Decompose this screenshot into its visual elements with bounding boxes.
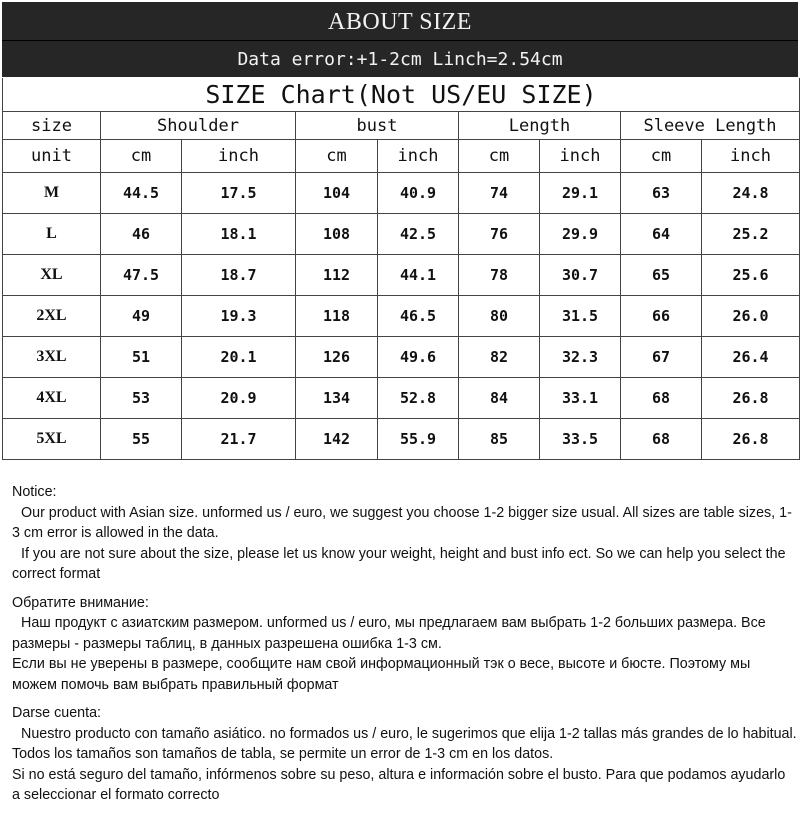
size-chart-title: SIZE Chart(Not US/EU SIZE) [3,78,800,112]
notice-paragraph: Если вы не уверены в размере, сообщите нам свой информационный тэк о весе, высоте и бюсте. Поэтому мы можем помочь вам выбрать правильный формат [12,656,751,693]
notice-section [12,482,797,814]
sleeve-cm-cell: 63 [621,173,702,214]
unit-row [3,140,800,173]
bust-inch-cell: 40.9 [378,173,459,214]
size-chart-table [2,78,800,460]
length-cm-cell: 78 [459,255,540,296]
length-cm-cell: 82 [459,337,540,378]
shoulder-inch-cell: 18.1 [182,214,296,255]
notice-russian [12,593,797,696]
about-size-title: ABOUT SIZE [2,2,798,41]
unit-cell: inch [182,140,296,173]
shoulder-inch-cell: 20.1 [182,337,296,378]
sleeve-inch-cell: 25.2 [702,214,800,255]
size-cell: XL [3,255,101,296]
length-inch-cell: 29.1 [540,173,621,214]
shoulder-inch-cell: 17.5 [182,173,296,214]
header-length: Length [459,112,621,140]
length-cm-cell: 84 [459,378,540,419]
bust-inch-cell: 46.5 [378,296,459,337]
table-row [3,214,800,255]
unit-cell: inch [540,140,621,173]
shoulder-cm-cell: 51 [101,337,182,378]
header-size: size [3,112,101,140]
notice-heading-english: Notice: [12,484,57,500]
size-cell: 4XL [3,378,101,419]
notice-paragraph: Si no está seguro del tamaño, infórmenos sobre su peso, altura e información sobre el busto. Para que podamos ayudarlo a seleccionar el formato correcto [12,766,786,803]
table-row [3,296,800,337]
shoulder-cm-cell: 47.5 [101,255,182,296]
sleeve-inch-cell: 26.8 [702,378,800,419]
table-row [3,255,800,296]
table-row [3,337,800,378]
notice-spanish [12,703,797,806]
table-row [3,419,800,460]
notice-paragraph: Nuestro producto con tamaño asiático. no formados us / euro, le sugerimos que elija 1-2 tallas más grandes de lo habitual. Todos los tamaños son tamaños de tabla, se permite un error de 1-3 cm en los datos. [12,725,797,762]
notice-english [12,482,797,585]
size-cell: 5XL [3,419,101,460]
sleeve-inch-cell: 24.8 [702,173,800,214]
header-sleeve-length: Sleeve Length [621,112,800,140]
size-cell: M [3,173,101,214]
bust-cm-cell: 118 [296,296,378,337]
notice-heading-russian: Обратите внимание: [12,594,149,611]
unit-label: unit [3,140,101,173]
header-bust: bust [296,112,459,140]
length-inch-cell: 30.7 [540,255,621,296]
unit-cell: cm [296,140,378,173]
shoulder-inch-cell: 21.7 [182,419,296,460]
sleeve-inch-cell: 25.6 [702,255,800,296]
sleeve-cm-cell: 68 [621,378,702,419]
unit-cell: cm [101,140,182,173]
bust-cm-cell: 142 [296,419,378,460]
unit-cell: cm [459,140,540,173]
header-shoulder: Shoulder [101,112,296,140]
notice-paragraph: Our product with Asian size. unformed us / euro, we suggest you choose 1-2 bigger size usual. All sizes are table sizes, 1-3 cm error is allowed in the data. [12,504,792,541]
length-cm-cell: 76 [459,214,540,255]
shoulder-cm-cell: 44.5 [101,173,182,214]
bust-cm-cell: 108 [296,214,378,255]
shoulder-inch-cell: 20.9 [182,378,296,419]
bust-inch-cell: 55.9 [378,419,459,460]
sleeve-cm-cell: 66 [621,296,702,337]
sleeve-cm-cell: 65 [621,255,702,296]
size-cell: 3XL [3,337,101,378]
shoulder-inch-cell: 18.7 [182,255,296,296]
data-error-subtitle: Data error:+1-2cm Linch=2.54cm [2,41,798,77]
sleeve-inch-cell: 26.0 [702,296,800,337]
length-inch-cell: 32.3 [540,337,621,378]
unit-cell: inch [378,140,459,173]
length-cm-cell: 85 [459,419,540,460]
shoulder-cm-cell: 46 [101,214,182,255]
bust-cm-cell: 134 [296,378,378,419]
bust-inch-cell: 52.8 [378,378,459,419]
length-cm-cell: 80 [459,296,540,337]
length-inch-cell: 29.9 [540,214,621,255]
length-inch-cell: 33.1 [540,378,621,419]
notice-heading-spanish: Darse cuenta: [12,705,102,721]
unit-cell: cm [621,140,702,173]
bust-cm-cell: 126 [296,337,378,378]
notice-paragraph: If you are not sure about the size, please let us know your weight, height and bust info ect. So we can help you select the correct format [12,545,786,582]
shoulder-cm-cell: 53 [101,378,182,419]
bust-inch-cell: 42.5 [378,214,459,255]
size-cell: L [3,214,101,255]
bust-cm-cell: 104 [296,173,378,214]
bust-cm-cell: 112 [296,255,378,296]
shoulder-inch-cell: 19.3 [182,296,296,337]
length-cm-cell: 74 [459,173,540,214]
bust-inch-cell: 44.1 [378,255,459,296]
length-inch-cell: 31.5 [540,296,621,337]
table-row [3,173,800,214]
sleeve-inch-cell: 26.4 [702,337,800,378]
sleeve-cm-cell: 64 [621,214,702,255]
sleeve-cm-cell: 67 [621,337,702,378]
measurement-header-row [3,112,800,140]
shoulder-cm-cell: 49 [101,296,182,337]
notice-paragraph: Наш продукт с азиатским размером. unformed us / euro, мы предлагаем вам выбрать 1-2 больших размера. Все размеры - размеры таблиц, в данных разрешена ошибка 1-3 см. [12,615,766,652]
sleeve-inch-cell: 26.8 [702,419,800,460]
length-inch-cell: 33.5 [540,419,621,460]
size-cell: 2XL [3,296,101,337]
shoulder-cm-cell: 55 [101,419,182,460]
sleeve-cm-cell: 68 [621,419,702,460]
table-row [3,378,800,419]
bust-inch-cell: 49.6 [378,337,459,378]
unit-cell: inch [702,140,800,173]
